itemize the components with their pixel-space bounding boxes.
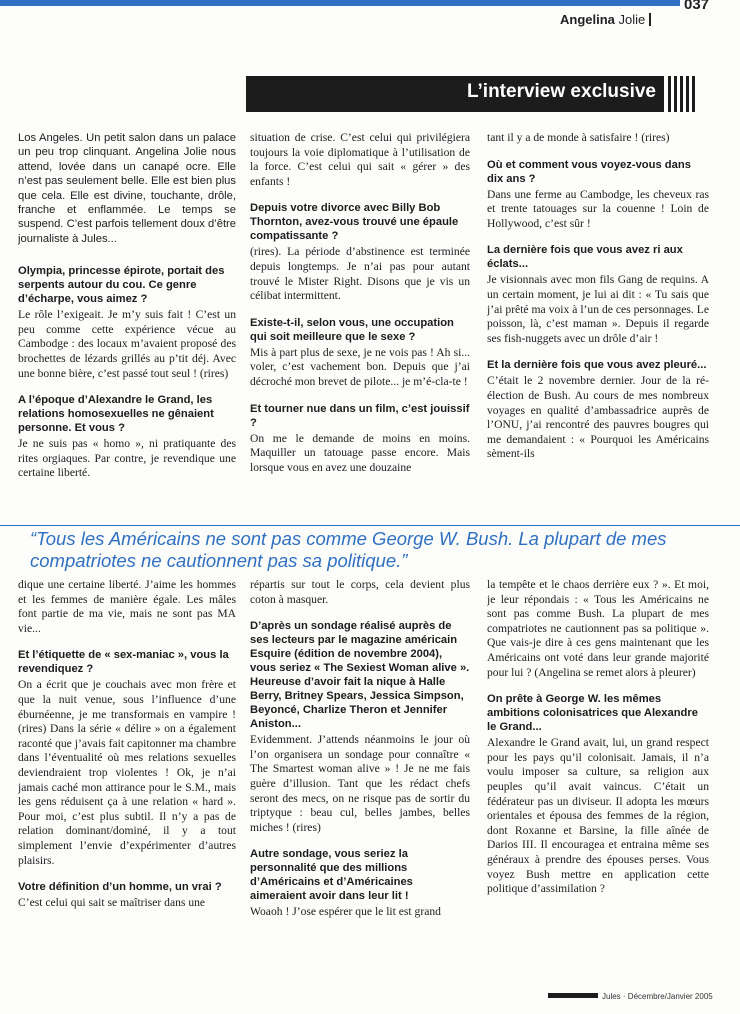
question: Autre sondage, vous seriez la personnalité que des millions d’Américains et d’Américaines aimeraient avoir dans leur lit ! xyxy=(250,848,413,903)
pull-quote-rule xyxy=(0,525,740,526)
question: On prête à George W. les mêmes ambitions colonisatrices que Alexandre le Grand... xyxy=(487,693,698,734)
column-3-top xyxy=(487,131,709,506)
answer: Mis à part plus de sexe, je ne vois pas ! Ah si... voler, c’est vachement bon. Depuis que j’ai décroché mon brevet de pilote... je m’é-cla-te ! xyxy=(250,345,470,388)
answer: situation de crise. C’est celui qui privilégiera toujours la voie diplomatique à l’utilisation de la force. C’est celui qui sait « gérer » des enfants ! xyxy=(250,131,470,188)
question: Où et comment vous voyez-vous dans dix ans ? xyxy=(487,158,691,185)
question: La dernière fois que vous avez ri aux éclats... xyxy=(487,244,683,271)
question: D’après un sondage réalisé auprès de ses lecteurs par le magazine américain Esquire (édition de novembre 2004), vous seriez « The Sexiest Woman alive ». Heureuse d’avoir fait la nique à Halle Berry, Britney Spears, Jessica Simpson, Beyoncé, Charlize Theron et Jennifer Aniston... xyxy=(250,620,470,731)
answer: Evidemment. J’attends néanmoins le jour où l’on organisera un sondage pour connaître « The Smartest woman alive » ! Je ne me fais guère d’illusion. Tant que les rédact chefs seront des mecs, on ne risque pas de sortir du triptyque : beau cul, belles jambes, belles miches ! (rires) xyxy=(250,733,470,834)
column-2-top xyxy=(250,131,470,506)
pull-quote: “Tous les Américains ne sont pas comme George W. Bush. La plupart de mes compatriotes ne cautionnent pas sa politique.” xyxy=(30,528,667,571)
answer: Woaoh ! J’ose espérer que le lit est grand xyxy=(250,905,441,919)
question: Et tourner nue dans un film, c’est jouissif ? xyxy=(250,402,470,429)
question: Et la dernière fois que vous avez pleuré... xyxy=(487,359,707,372)
answer: Alexandre le Grand avait, lui, un grand respect pour les pays qu’il colonisait. Jamais, il n’a voulu imposer sa culture, sa religion aux peuples qu’il avait vaincus. C’était un fédérateur pas un diviseur. Il adopta les mœurs orientales et épousa des femmes de la région, dont Roxanne et Barsine, la fille aînée de Darios III. Il encouragea et entraina même ses généraux à prendre des épouses perses. Vous voyez Bush mettre en application cette politique d’assimilation ? xyxy=(487,736,709,896)
column-1-top xyxy=(18,131,236,506)
running-header-name-rest: Jolie xyxy=(618,12,646,27)
footer-text: Jules · Décembre/Janvier 2005 xyxy=(602,992,713,1001)
question: Olympia, princesse épirote, portait des serpents autour du cou. Ce genre d’écharpe, vous aimez ? xyxy=(18,265,225,306)
column-3-bottom xyxy=(487,578,709,976)
question: Et l’étiquette de « sex-maniac », vous la revendiquez ? xyxy=(18,649,229,676)
page-footer xyxy=(548,992,713,1001)
answer: On me le demande de moins en moins. Maquiller un tatouage passe encore. Mais lorsque vous en avez une douzaine xyxy=(250,431,470,474)
top-blue-bar xyxy=(0,0,680,6)
answer: répartis sur tout le corps, cela devient plus coton à masquer. xyxy=(250,578,470,606)
page-number: 037 xyxy=(684,0,710,13)
intro-paragraph: Los Angeles. Un petit salon dans un palace un peu trop clinquant. Angelina Jolie nous attend, lovée dans un canapé ocre. Elle n’est pas seulement belle. Elle est bien plus que cela. Elle est divine, touchante, drôle, franche et enflammée. Le temps se suspend. C’est parfois tellement doux d’être journaliste à Jules... xyxy=(18,132,236,245)
answer: Le rôle l’exigeait. Je m’y suis fait ! C’est un peu comme cette expérience vécue au Cambodge : des locaux m’avaient proposé des brochettes de lézards grillés au p’tit déj. Avec une bonne bière, c’est passé tout seul ! (rires) xyxy=(18,308,236,380)
column-2-bottom xyxy=(250,578,470,976)
question: Existe-t-il, selon vous, une occupation qui soit meilleure que le sexe ? xyxy=(250,316,454,343)
answer: Dans une ferme au Cambodge, les cheveux ras et trente tatouages sur la couenne ! Loin de Hollywood, c’est sûr ! xyxy=(487,187,709,230)
answer: C’est celui qui sait se maîtriser dans une xyxy=(18,896,206,910)
answer: Je visionnais avec mon fils Gang de requins. A un certain moment, je lui ai dit : « Tu sais que j’ai prêté ma voix à l’un de ces personnages. Le poisson, là, c’est maman ». Depuis il regarde ses fish-nuggets avec un drôle d’air ! xyxy=(487,273,709,345)
question: Votre définition d’un homme, un vrai ? xyxy=(18,881,222,894)
answer: (rires). La période d’abstinence est terminée depuis longtemps. Je n’ai pas pour autant trouvé le Mister Right. Disons que je vis un célibat intermittent. xyxy=(250,245,470,303)
answer: C’était le 2 novembre dernier. Jour de la ré-élection de Bush. Au cours de mes nombreux voyages en qualité d’ambassadrice auprès de l’ONU, j’ai rencontré des pauvres bougres qui me demandaient : « Pourquoi les Américains sèment-ils xyxy=(487,374,709,461)
answer: tant il y a de monde à satisfaire ! (rires) xyxy=(487,131,670,144)
column-1-bottom xyxy=(18,578,236,976)
answer: On a écrit que je couchais avec mon frère et que la nuit venue, sous l’influence d’une éburnéenne, je me transformais en vampire ! (rires) Dans la série « délire » on a également raconté que j’avais fait capitonner ma chambre dans l’éventualité où mes relations sexuelles deviendraient trop violentes ! Ok, je n’ai jamais caché mon attirance pour le S.M., mais les gens réduisent ça à une relation « hard ». Pour moi, c’est plus subtil. Il n’y a pas de relation dominant/dominé, il y a tout simplement l’envie d’expérimenter d’autres plaisirs. xyxy=(18,678,236,867)
header-divider xyxy=(649,13,651,26)
banner-stripes-decoration xyxy=(668,76,696,112)
running-header xyxy=(560,12,651,27)
section-banner xyxy=(246,76,664,112)
question: Depuis votre divorce avec Billy Bob Thornton, avez-vous trouvé une épaule compatissante ? xyxy=(250,202,459,243)
answer: dique une certaine liberté. J’aime les hommes et les femmes de manière égale. Les mâles font partie de ma vie, mais ne sont pas MA vie... xyxy=(18,578,236,635)
running-header-name-bold: Angelina xyxy=(560,12,615,27)
section-title: L’interview exclusive xyxy=(466,81,656,102)
answer: la tempête et le chaos derrière eux ? ». Et moi, je leur répondais : « Tous les Américains ne sont pas comme Bush. La plupart de mes compatriotes ne cautionnent pas sa politique ». Que vais-je dire à ces gens maintenant que les Américains ont voté dans leur grande majorité pour lui ? (Angelina se remet alors à pleurer) xyxy=(487,578,709,679)
question: A l’époque d’Alexandre le Grand, les relations homosexuelles ne gênaient personne. Et vous ? xyxy=(18,394,214,435)
footer-bar xyxy=(548,993,598,998)
answer: Je ne suis pas « homo », ni pratiquante des rites orgiaques. Par contre, je revendique une certaine liberté. xyxy=(18,437,236,480)
